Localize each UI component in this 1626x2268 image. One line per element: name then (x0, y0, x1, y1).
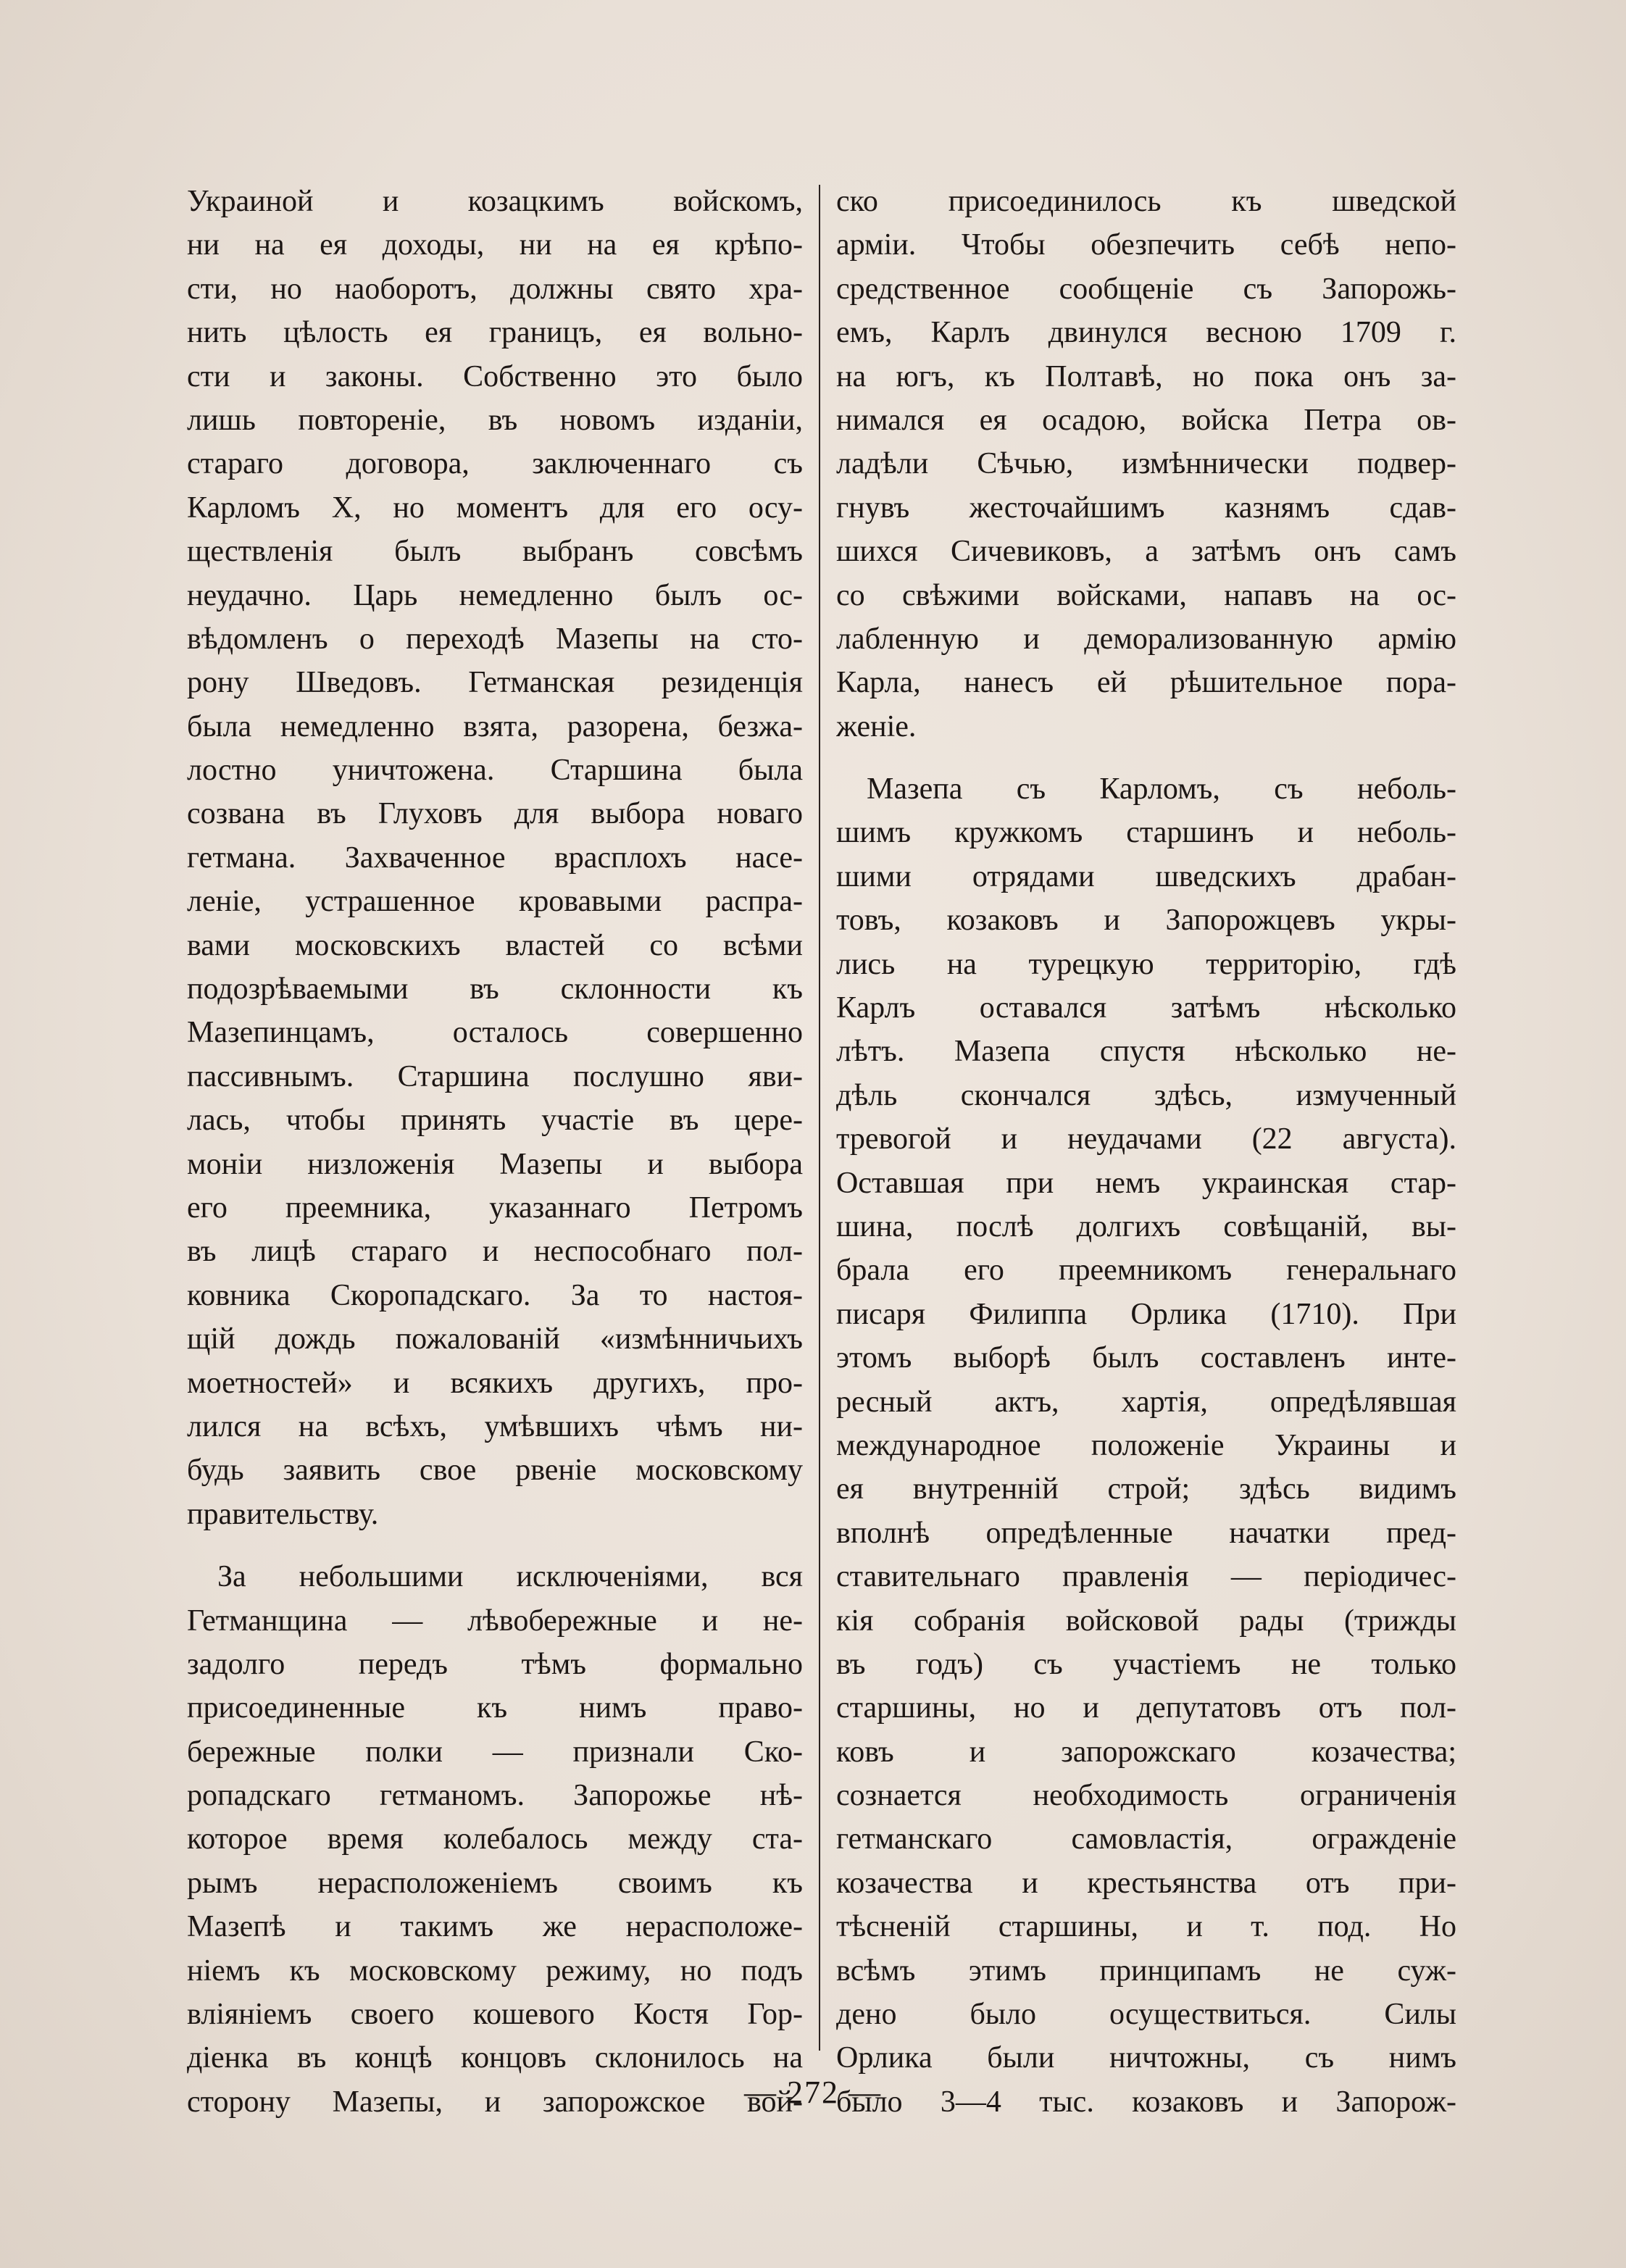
text-line: старшины, но и депутатовъ отъ пол- (836, 1691, 1456, 1725)
text-line: лись на турецкую территорiю, гдѣ (836, 947, 1456, 981)
text-line: ея внутреннiй строй; здѣсь видимъ (836, 1472, 1456, 1506)
text-line: сознается необходимость ограниченiя (836, 1779, 1456, 1813)
text-line: Украиной и козацкимъ войскомъ, (187, 185, 803, 218)
text-line: лѣтъ. Мазепа спустя нѣсколько не- (836, 1035, 1456, 1069)
text-line: лабленную и деморализованную армiю (836, 622, 1456, 656)
text-line: ковъ и запорожскаго козачества; (836, 1735, 1456, 1769)
text-line: въ годъ) съ участiемъ не только (836, 1647, 1456, 1681)
text-line: подозрѣваемыми въ склонности къ (187, 972, 803, 1006)
text-line: дено было осуществиться. Силы (836, 1998, 1456, 2032)
text-line: рону Шведовъ. Гетманская резиденцiя (187, 666, 803, 700)
text-line: этомъ выборѣ былъ составленъ инте- (836, 1341, 1456, 1375)
text-line: писаря Филиппа Орлика (1710). При (836, 1297, 1456, 1331)
text-line: шимъ кружкомъ старшинъ и неболь- (836, 816, 1456, 850)
text-line: брала его преемникомъ генеральнаго (836, 1254, 1456, 1288)
text-line: ставительнаго правленiя — перiодичес- (836, 1560, 1456, 1594)
text-line: лишь повторенie, въ новомъ изданiи, (187, 403, 803, 437)
text-line: присоединенные къ нимъ право- (187, 1691, 803, 1725)
text-line: была немедленно взята, разорена, безжа- (187, 709, 803, 743)
text-line: За небольшими исключенiями, вся (217, 1560, 803, 1594)
text-line: созвана въ Глуховъ для выбора новаго (187, 797, 803, 831)
text-line: Карлъ оставался затѣмъ нѣсколько (836, 991, 1456, 1025)
text-line: сти, но наоборотъ, должны свято хра- (187, 272, 803, 306)
right-paragraph-1 (836, 180, 1456, 749)
text-line: ни на ея доходы, ни на ея крѣпо- (187, 228, 803, 262)
text-line: ско присоединилось къ шведской (836, 185, 1456, 218)
paragraph-gap (836, 749, 1456, 767)
text-line: сторону Мазепы, и запорожское вой- (187, 2085, 803, 2119)
text-line: монiи низложенiя Мазепы и выбора (187, 1147, 803, 1181)
text-line: вполнѣ опредѣленные начатки пред- (836, 1516, 1456, 1550)
text-line: стараго договора, заключеннаго съ (187, 447, 803, 481)
text-line: Карломъ X, но моментъ для его осу- (187, 491, 803, 525)
text-line: его преемника, указаннаго Петромъ (187, 1191, 803, 1225)
text-line: гетмана. Захваченное врасплохъ насе- (187, 841, 803, 875)
text-line: задолго передъ тѣмъ формально (187, 1647, 803, 1681)
text-line: ресный актъ, хартiя, опредѣлявшая (836, 1385, 1456, 1419)
text-line: международное положенie Украины и (836, 1428, 1456, 1462)
text-line: нiемъ къ московскому режиму, но подъ (187, 1954, 803, 1988)
text-line: кiя собранiя войсковой рады (трижды (836, 1604, 1456, 1638)
text-line: бережные полки — признали Ско- (187, 1735, 803, 1769)
text-line: Мазепа съ Карломъ, съ неболь- (867, 772, 1456, 806)
text-line: которое время колебалось между ста- (187, 1822, 803, 1856)
right-column (836, 180, 1456, 2124)
text-line: со свѣжими войсками, напавъ на ос- (836, 578, 1456, 612)
paragraph-gap (187, 1536, 803, 1555)
text-line: лостно уничтожена. Старшина была (187, 754, 803, 788)
text-line: средственное сообщенie съ Запорожь- (836, 272, 1456, 306)
text-line: вѣдомленъ о переходѣ Мазепы на сто- (187, 622, 803, 656)
text-line: шихся Сичевиковъ, а затѣмъ онъ самъ (836, 535, 1456, 569)
text-line: было 3—4 тыс. козаковъ и Запорож- (836, 2085, 1456, 2119)
text-line: неудачно. Царь немедленно былъ ос- (187, 578, 803, 612)
text-line: Мазепѣ и такимъ же нерасположе- (187, 1910, 803, 1944)
text-line: лась, чтобы принять участie въ цере- (187, 1104, 803, 1138)
text-line: ладѣли Сѣчью, измѣннически подвер- (836, 447, 1456, 481)
text-line: армiи. Чтобы обезпечить себѣ непо- (836, 228, 1456, 262)
text-line: дѣль скончался здѣсь, измученный (836, 1078, 1456, 1112)
text-line: лился на всѣхъ, умѣвшихъ чѣмъ ни- (187, 1409, 803, 1443)
text-line: сти и законы. Собственно это было (187, 359, 803, 393)
column-divider (819, 185, 820, 2051)
left-paragraph-1 (187, 180, 803, 1536)
left-paragraph-2 (187, 1536, 803, 2124)
text-line: ковника Скоропадскаго. За то настоя- (187, 1278, 803, 1312)
text-line: влiянiемъ своего кошевого Костя Гор- (187, 1998, 803, 2032)
text-line: будь заявить свое рвенie московскому (187, 1454, 803, 1488)
text-line: въ лицѣ стараго и неспособнаго пол- (187, 1235, 803, 1269)
text-line: тѣсненiй старшины, и т. под. Но (836, 1910, 1456, 1944)
text-line: гнувъ жесточайшимъ казнямъ сдав- (836, 491, 1456, 525)
text-line: рымъ нерасположенiемъ своимъ къ (187, 1866, 803, 1900)
right-paragraph-2 (836, 749, 1456, 2124)
text-line: гетманскаго самовластiя, огражденie (836, 1822, 1456, 1856)
text-line: пассивнымъ. Старшина послушно яви- (187, 1059, 803, 1093)
text-line: Карла, нанесъ ей рѣшительное пора- (836, 666, 1456, 700)
text-line: дiенка въ концѣ концовъ склонилось на (187, 2041, 803, 2075)
text-line: нимался ея осадою, войска Петра ов- (836, 403, 1456, 437)
text-line: емъ, Карлъ двинулся весною 1709 г. (836, 316, 1456, 350)
text-line: Мазепинцамъ, осталось совершенно (187, 1016, 803, 1050)
text-line: нить цѣлость ея границъ, ея вольно- (187, 316, 803, 350)
page-number: — 272 — (744, 2075, 882, 2110)
text-line: женie. (836, 709, 917, 743)
text-line: всѣмъ этимъ принципамъ не суж- (836, 1954, 1456, 1988)
text-line: шими отрядами шведскихъ драбан- (836, 859, 1456, 893)
text-line: ленie, устрашенное кровавыми распра- (187, 885, 803, 919)
text-line: правительству. (187, 1497, 379, 1531)
text-line: Оставшая при немъ украинская стар- (836, 1166, 1456, 1200)
text-line: ропадскаго гетманомъ. Запорожье нѣ- (187, 1779, 803, 1813)
left-column (187, 180, 803, 2124)
text-line: Орлика были ничтожны, съ нимъ (836, 2041, 1456, 2075)
text-line: шина, послѣ долгихъ совѣщанiй, вы- (836, 1209, 1456, 1243)
text-line: щiй дождь пожалованiй «измѣнничьихъ (187, 1322, 803, 1356)
text-line: тревогой и неудачами (22 августа). (836, 1122, 1456, 1156)
text-line: козачества и крестьянства отъ при- (836, 1866, 1456, 1900)
text-line: товъ, козаковъ и Запорожцевъ укры- (836, 904, 1456, 938)
text-line: моетностей» и всякихъ другихъ, про- (187, 1366, 803, 1400)
text-line: вами московскихъ властей со всѣми (187, 928, 803, 962)
text-line: ществленiя былъ выбранъ совсѣмъ (187, 535, 803, 569)
text-line: Гетманщина — лѣвобережные и не- (187, 1604, 803, 1638)
text-line: на югъ, къ Полтавѣ, но пока онъ за- (836, 359, 1456, 393)
